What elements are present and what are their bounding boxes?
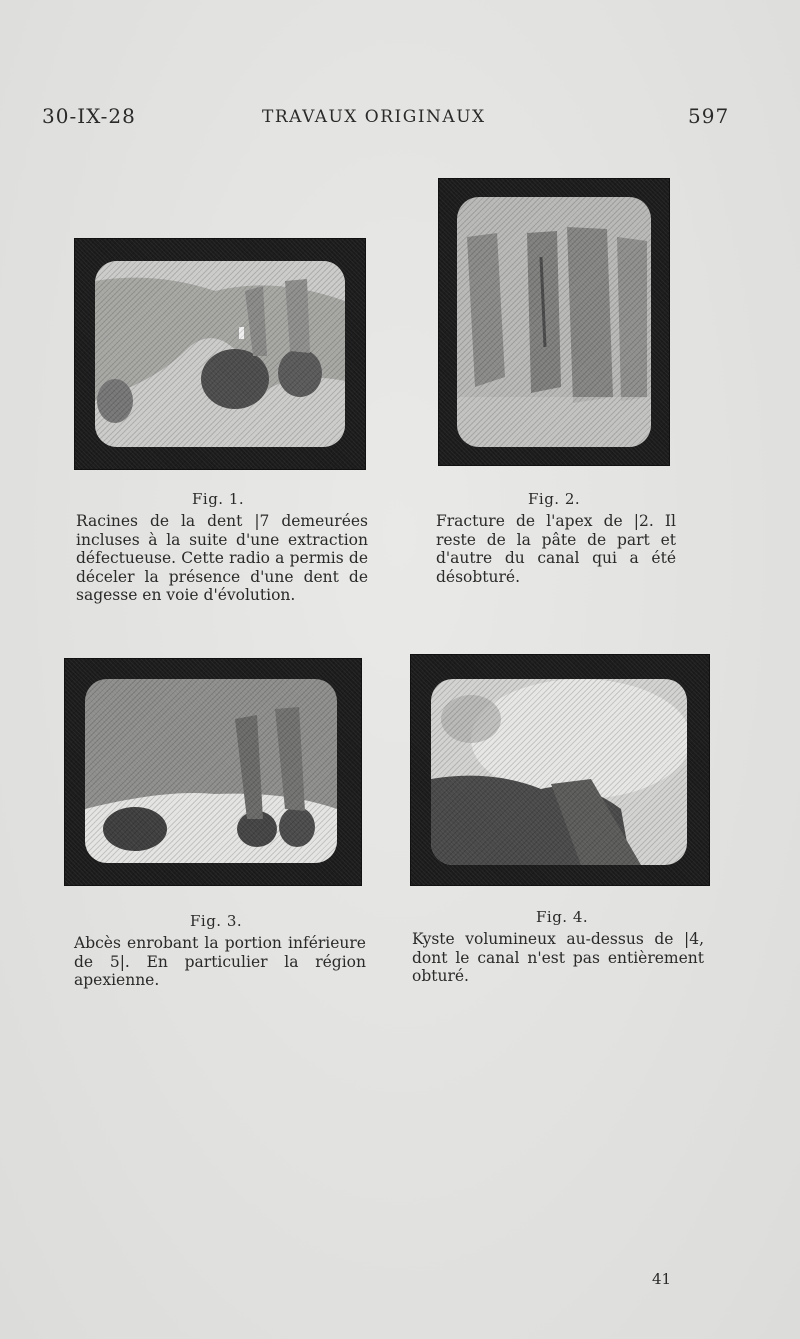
figure-3-label: Fig. 3.: [190, 912, 243, 930]
header-page-number: 597: [688, 104, 730, 128]
figure-4-label: Fig. 4.: [536, 908, 589, 926]
figure-3-caption: Abcès enrobant la portion inférieure de 5|. En particulier la région apexienne.: [74, 934, 366, 989]
figure-2-radiograph: [438, 178, 670, 466]
figure-1-label: Fig. 1.: [192, 490, 245, 508]
figure-1-xray-image: [95, 261, 345, 447]
header-date: 30-IX-28: [42, 104, 136, 128]
signature-number: 41: [652, 1270, 672, 1288]
figure-1-caption: Racines de la dent |7 demeurées incluses à la suite d'une extraction défectueuse. Cette radio a permis de déceler la présence d'une dent de sagesse en voie d'évolution.: [76, 512, 368, 604]
figure-2-xray-image: [457, 197, 651, 447]
figure-3-xray-image: [85, 679, 337, 863]
figure-1-radiograph: [74, 238, 366, 470]
figure-2-caption: Fracture de l'apex de |2. Il reste de la pâte de part et d'autre du canal qui a été désobturé.: [436, 512, 676, 586]
figure-3-radiograph: [64, 658, 362, 886]
figure-4-radiograph: [410, 654, 710, 886]
header-section-title: TRAVAUX ORIGINAUX: [262, 107, 486, 127]
figure-4-xray-image: [431, 679, 687, 865]
figure-2-label: Fig. 2.: [528, 490, 581, 508]
figure-4-caption: Kyste volumineux au-dessus de |4, dont le canal n'est pas entièrement obturé.: [412, 930, 704, 985]
